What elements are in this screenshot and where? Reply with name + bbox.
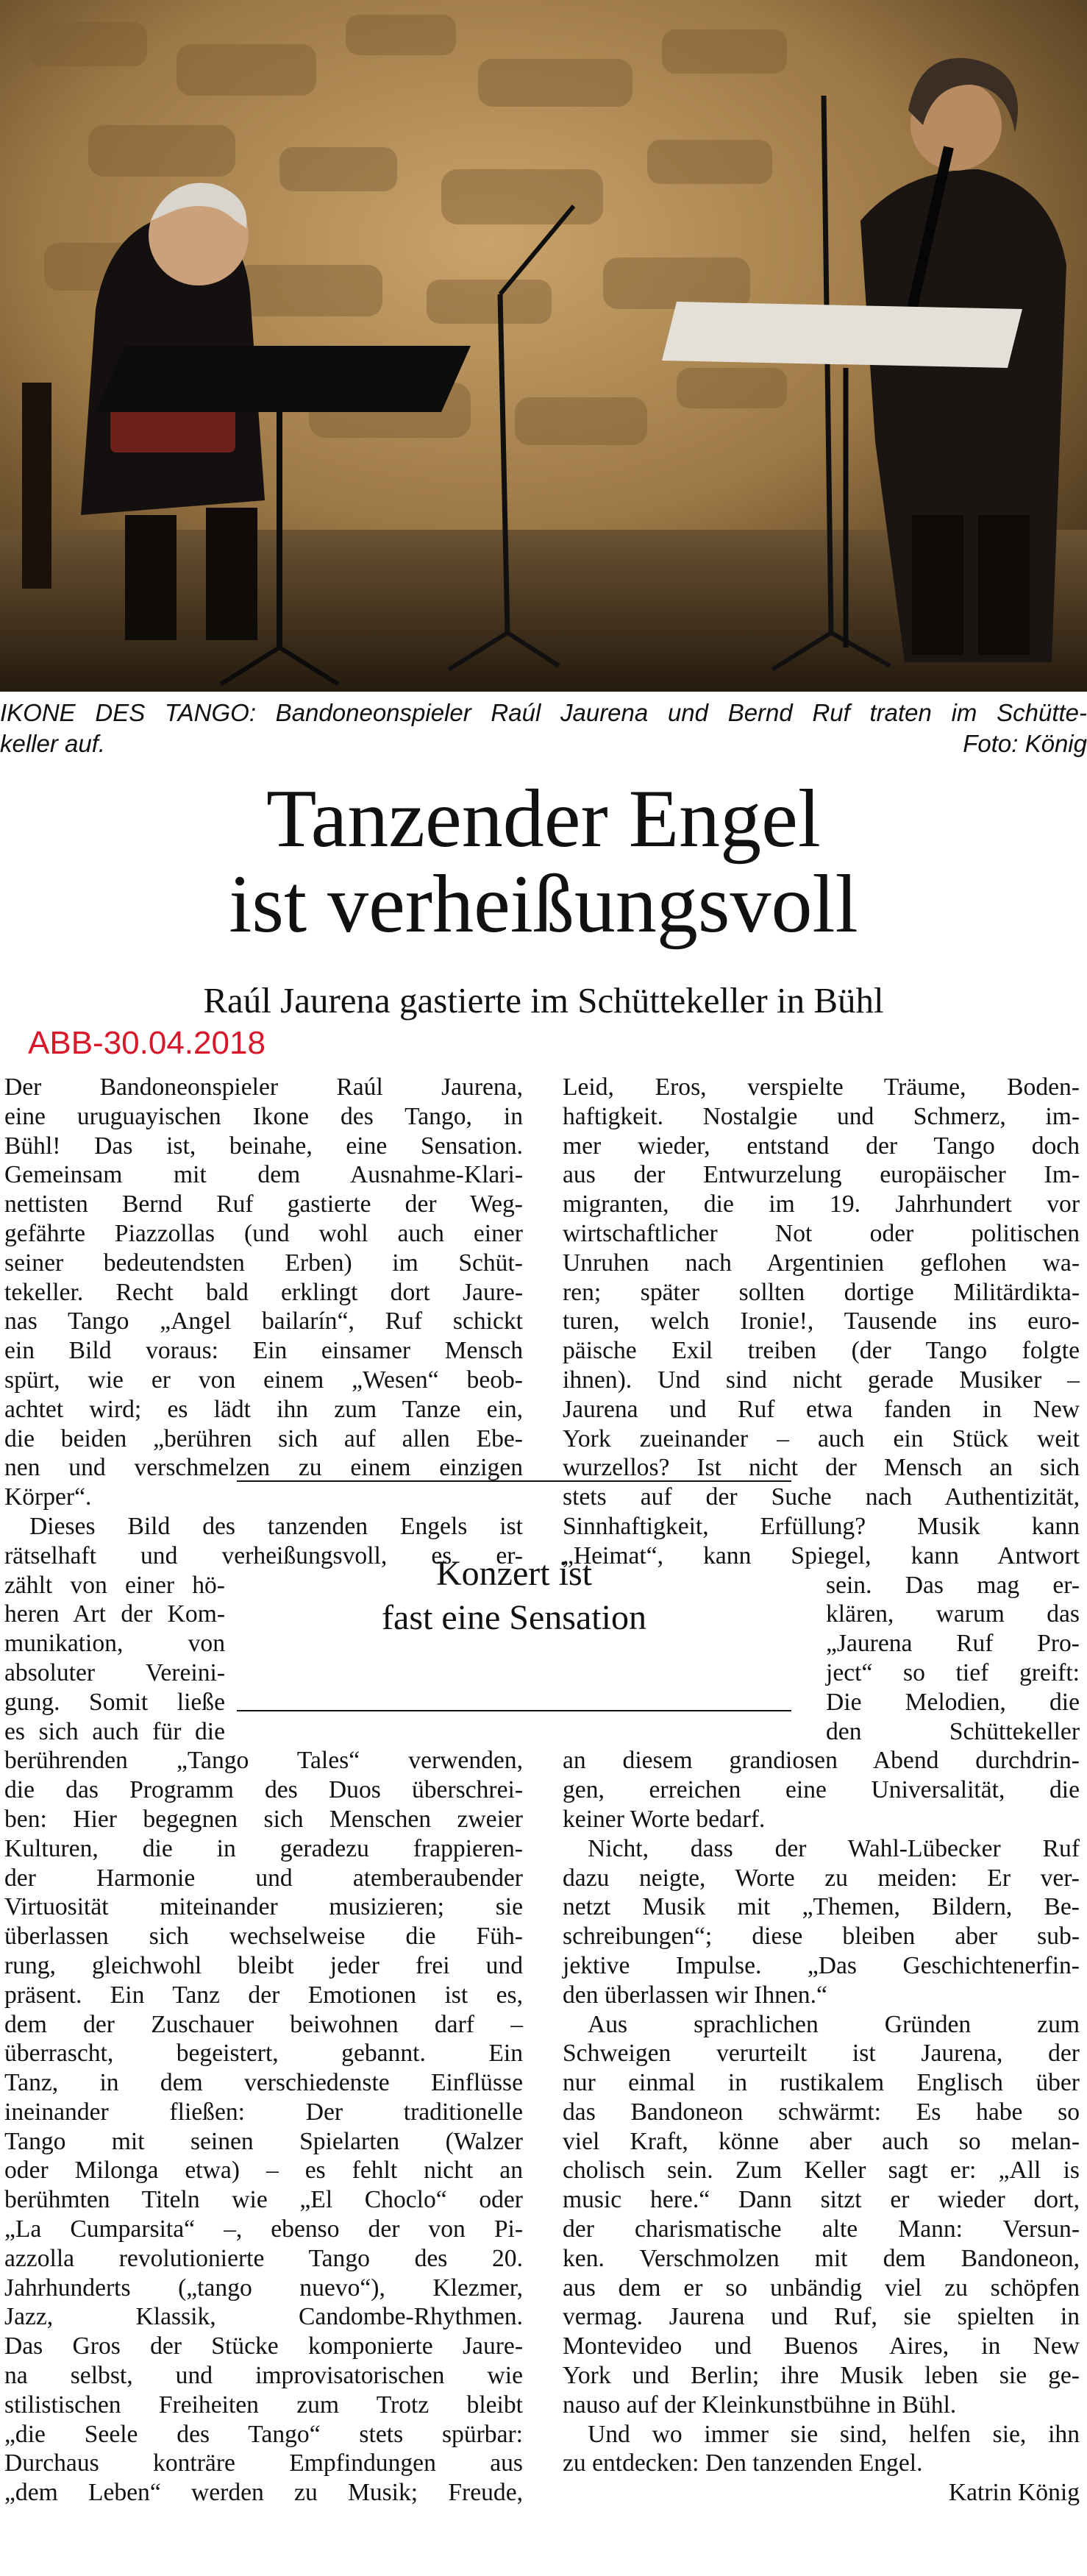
text-line: zu entdecken: Den tanzenden Engel. [563, 2449, 923, 2477]
text-line: York zueinander – auch ein Stück weit [563, 1424, 1080, 1452]
text-line: viel Kraft, könne aber auch so melan- [563, 2127, 1080, 2155]
text-line: Körper“. [4, 1483, 92, 1511]
text-line: Die Melodien, die [826, 1688, 1080, 1716]
text-line: Nicht, dass der Wahl-Lübecker Ruf [588, 1834, 1080, 1862]
text-line: an diesem grandiosen Abend durchdrin- [563, 1747, 1080, 1775]
text-line: „dem Leben“ werden zu Musik; Freude, [4, 2479, 523, 2507]
text-line: überlassen sich wechselweise die Füh- [4, 1923, 523, 1951]
text-line: es sich auch für die [4, 1717, 225, 1745]
text-line: „Heimat“, kann Spiegel, kann Antwort [563, 1541, 1080, 1569]
text-line: ein Bild voraus: Ein einsamer Mensch [4, 1337, 523, 1365]
text-line: Dieses Bild des tanzenden Engels ist [29, 1512, 523, 1540]
headline-line-1: Tanzender Engel [266, 773, 821, 865]
text-line: wurzellos? Ist nicht der Mensch an sich [563, 1454, 1080, 1482]
text-line: wirtschaftlicher Not oder politischen [563, 1219, 1080, 1247]
text-line: sein. Das mag er- [826, 1571, 1080, 1599]
photo-credit: Foto: König [963, 730, 1087, 757]
concert-photo-illustration [0, 0, 1087, 692]
text-line: Bühl! Das ist, beinahe, eine Sensation. [4, 1132, 523, 1160]
text-line: nauso auf der Kleinkunstbühne in Bühl. [563, 2391, 957, 2419]
text-line: Virtuosität miteinander musizieren; sie [4, 1893, 523, 1921]
text-line: azzolla revolutionierte Tango des 20. [4, 2244, 523, 2272]
text-line: eine uruguayischen Ikone des Tango, in [4, 1102, 523, 1130]
headline [0, 773, 1087, 950]
text-line: ihnen). Und sind nicht gerade Musiker – [563, 1366, 1080, 1394]
text-line: nettisten Bernd Ruf gastierte der Weg- [4, 1191, 523, 1218]
text-line: Sinnhaftigkeit, Erfüllung? Musik kann [563, 1512, 1080, 1540]
text-line: päische Exil treiben (der Tango folgte [563, 1337, 1080, 1365]
article-column-1 [4, 1073, 523, 2508]
text-line: Jazz, Klassik, Candombe-Rhythmen. [4, 2303, 523, 2331]
text-line: berühmten Titeln wie „El Choclo“ oder [4, 2186, 523, 2214]
concert-photo [0, 0, 1087, 692]
text-line: schreibungen“; diese bleiben aber sub- [563, 1923, 1080, 1951]
text-line: ben: Hier begegnen sich Menschen zweier [4, 1805, 523, 1833]
text-line: migranten, die im 19. Jahrhundert vor [563, 1191, 1080, 1218]
text-line: vermag. Jaurena und Ruf, sie spielten in [563, 2303, 1080, 2331]
text-line: „Jaurena Ruf Pro- [826, 1630, 1080, 1658]
text-line: music here.“ Dann sitzt er wieder dort, [563, 2186, 1080, 2214]
text-line: Jaurena und Ruf etwa fanden in New [563, 1395, 1080, 1423]
text-line: Das Gros der Stücke komponierte Jaure- [4, 2332, 523, 2360]
text-line: Kulturen, die in geradezu frappieren- [4, 1834, 523, 1862]
text-line: Montevideo und Buenos Aires, in New [563, 2332, 1080, 2360]
text-line: die das Programm des Duos überschrei- [4, 1776, 523, 1804]
text-line: Der Bandoneonspieler Raúl Jaurena, [4, 1074, 523, 1101]
headline-line-2: ist verheißungsvoll [229, 859, 858, 950]
text-line: dazu neigte, Worte zu meiden: Er ver- [563, 1864, 1080, 1892]
text-line: die beiden „berühren sich auf allen Ebe- [4, 1424, 523, 1452]
author-byline: Katrin König [948, 2479, 1080, 2507]
text-line: Jahrhunderts („tango nuevo“), Klezmer, [4, 2274, 523, 2302]
text-line: seiner bedeutendsten Erben) im Schüt- [4, 1249, 523, 1277]
text-line: nur einmal in rustikalem Englisch über [563, 2069, 1080, 2097]
date-stamp: ABB-30.04.2018 [28, 1025, 265, 1061]
text-line: gen, erreichen eine Universalität, die [563, 1776, 1080, 1804]
text-line: der charismatische alte Mann: Versun- [563, 2215, 1080, 2243]
article-column-2 [563, 1073, 1080, 2508]
caption-line: IKONE DES TANGO: Bandoneonspieler Raúl Jaurena und Bernd Ruf traten im Schütte- [0, 699, 1087, 726]
text-line: dem der Zuschauer beiwohnen darf – [4, 2010, 523, 2038]
text-line: der Harmonie und atemberaubender [4, 1864, 523, 1892]
text-line: absoluter Vereini- [4, 1658, 225, 1686]
text-line: ken. Verschmolzen mit dem Bandoneon, [563, 2244, 1080, 2272]
text-line: ject“ so tief greift: [826, 1658, 1080, 1686]
text-line: zählt von einer hö- [4, 1571, 225, 1599]
text-line: ren; später sollten dortige Militärdikta- [563, 1278, 1080, 1306]
text-line: aus der Entwurzelung europäischer Im- [563, 1161, 1080, 1189]
text-line: „La Cumparsita“ –, ebenso der von Pi- [4, 2215, 523, 2243]
subtitle: Raúl Jaurena gastierte im Schüttekeller in Bühl [203, 980, 884, 1021]
text-line: den überlassen wir Ihnen.“ [563, 1981, 827, 2009]
text-line: gung. Somit ließe [4, 1688, 225, 1716]
text-line: rung, gleichwohl bleibt jeder frei und [4, 1951, 523, 1979]
text-line: stets auf der Suche nach Authentizität, [563, 1483, 1080, 1511]
text-line: das Bandoneon schwärmt: Es habe so [563, 2098, 1080, 2126]
text-line: berührenden „Tango Tales“ verwenden, [4, 1747, 523, 1775]
text-line: Tango mit seinen Spielarten (Walzer [4, 2127, 523, 2155]
text-line: gefährte Piazzollas (und wohl auch einer [4, 1219, 523, 1247]
caption-line: keller auf. [0, 730, 106, 757]
text-line: „die Seele des Tango“ stets spürbar: [4, 2420, 523, 2448]
pull-quote-line: fast eine Sensation [382, 1598, 646, 1637]
text-line: spürt, wie er von einem „Wesen“ beob- [4, 1366, 523, 1394]
text-line: mer wieder, entstand der Tango doch [563, 1132, 1080, 1160]
text-line: rätselhaft und verheißungsvoll, es er- [4, 1541, 523, 1569]
text-line: Unruhen nach Argentinien geflohen wa- [563, 1249, 1080, 1277]
text-line: munikation, von [4, 1630, 225, 1658]
text-line: präsent. Ein Tanz der Emotionen ist es, [4, 1981, 523, 2009]
text-line: aus dem er so unbändig viel zu schöpfen [563, 2274, 1080, 2302]
text-line: York und Berlin; ihre Musik leben sie ge- [563, 2362, 1080, 2390]
photo-caption [0, 698, 1087, 759]
text-line: turen, welch Ironie!, Tausende ins euro- [563, 1307, 1080, 1335]
text-line: Schweigen verurteilt ist Jaurena, der [563, 2040, 1080, 2068]
text-line: nas Tango „Angel bailarín“, Ruf schickt [4, 1307, 523, 1335]
text-line: haftigkeit. Nostalgie und Schmerz, im- [563, 1102, 1080, 1130]
text-line: Leid, Eros, verspielte Träume, Boden- [563, 1074, 1080, 1101]
text-line: keiner Worte bedarf. [563, 1805, 766, 1833]
text-line: netzt Musik mit „Themen, Bildern, Be- [563, 1893, 1080, 1921]
text-line: Gemeinsam mit dem Ausnahme-Klari- [4, 1161, 523, 1189]
text-line: Und wo immer sie sind, helfen sie, ihn [588, 2420, 1080, 2448]
text-line: tekeller. Recht bald erklingt dort Jaure- [4, 1278, 523, 1306]
pull-quote-line: Konzert ist [436, 1554, 592, 1593]
text-line: nen und verschmelzen zu einem einzigen [4, 1454, 523, 1482]
text-line: überrascht, begeistert, gebannt. Ein [4, 2040, 523, 2068]
text-line: Durchaus konträre Empfindungen aus [4, 2449, 523, 2477]
text-line: jektive Impulse. „Das Geschichtenerfin- [563, 1951, 1080, 1979]
text-line: den Schüttekeller [826, 1717, 1080, 1745]
text-line: stilistischen Freiheiten zum Trotz bleibt [4, 2391, 523, 2419]
text-line: Tanz, in dem verschiedenste Einflüsse [4, 2069, 523, 2097]
text-line: heren Art der Kom- [4, 1600, 225, 1628]
text-line: klären, warum das [826, 1600, 1080, 1628]
text-line: Aus sprachlichen Gründen zum [588, 2010, 1080, 2038]
text-line: oder Milonga etwa) – es fehlt nicht an [4, 2157, 523, 2185]
text-line: ineinander fließen: Der traditionelle [4, 2098, 523, 2126]
text-line: cholisch sein. Zum Keller sagt er: „All is [563, 2157, 1080, 2185]
text-line: na selbst, und improvisatorischen wie [4, 2362, 523, 2390]
text-line: achtet wird; es lädt ihn zum Tanze ein, [4, 1395, 523, 1423]
